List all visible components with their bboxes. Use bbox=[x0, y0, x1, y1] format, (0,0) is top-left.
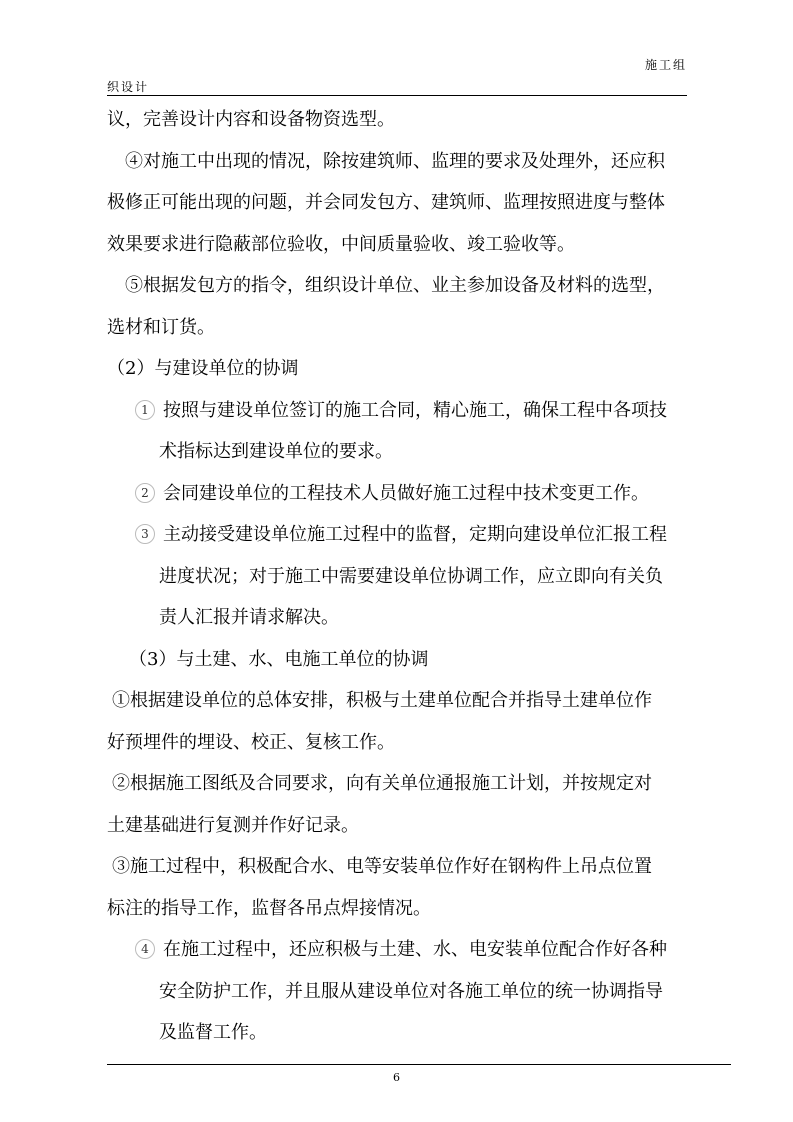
list-item bbox=[107, 473, 689, 515]
text-line: ③施工过程中，积极配合水、电等安装单位作好在钢构件上吊点位置 bbox=[112, 856, 652, 877]
list-item-text: 按照与建设单位签订的施工合同，精心施工，确保工程中各项技 bbox=[163, 399, 667, 421]
text-line: 议，完善设计内容和设备物资选型。 bbox=[107, 109, 395, 130]
text-line: 选材和订货。 bbox=[107, 316, 215, 338]
header-right-text: 施工组 bbox=[644, 58, 687, 72]
text-line: ①根据建设单位的总体安排，积极与土建单位配合并指导土建单位作 bbox=[112, 690, 652, 711]
list-number-badge: 3 bbox=[135, 524, 155, 544]
list-item-text: 在施工过程中，还应积极与土建、水、电安装单位配合作好各种 bbox=[163, 939, 667, 960]
text-line: 责人汇报并请求解决。 bbox=[159, 607, 339, 628]
text-line: 土建基础进行复测并作好记录。 bbox=[107, 814, 359, 836]
text-line: 效果要求进行隐蔽部位验收，中间质量验收、竣工验收等。 bbox=[107, 233, 575, 255]
section-heading-2: （2）与建设单位的协调 bbox=[107, 358, 299, 379]
page-number: 6 bbox=[393, 1071, 400, 1084]
text-line: 及监督工作。 bbox=[159, 1022, 267, 1043]
text-line: 安全防护工作，并且服从建设单位对各施工单位的统一协调指导 bbox=[159, 980, 663, 1002]
list-number-badge: 2 bbox=[135, 483, 155, 503]
list-item-text: 主动接受建设单位施工过程中的监督，定期向建设单位汇报工程 bbox=[163, 524, 667, 545]
list-item bbox=[107, 929, 689, 971]
header-left-text: 织设计 bbox=[107, 80, 150, 94]
text-line: 术指标达到建设单位的要求。 bbox=[159, 441, 393, 462]
header-rule bbox=[107, 95, 687, 96]
footer-rule bbox=[107, 1064, 731, 1065]
text-line: ②根据施工图纸及合同要求，向有关单位通报施工计划，并按规定对 bbox=[112, 773, 652, 794]
text-line: 好预埋件的埋设、校正、复核工作。 bbox=[107, 731, 395, 753]
text-line: 标注的指导工作，监督各吊点焊接情况。 bbox=[107, 897, 431, 919]
body-text bbox=[107, 99, 689, 1054]
text-line: 进度状况；对于施工中需要建设单位协调工作，应立即向有关负 bbox=[159, 565, 663, 587]
section-heading-3: （3）与土建、水、电施工单位的协调 bbox=[129, 648, 429, 670]
list-item-text: 会同建设单位的工程技术人员做好施工过程中技术变更工作。 bbox=[163, 482, 649, 504]
text-line: 极修正可能出现的问题，并会同发包方、建筑师、监理按照进度与整体 bbox=[107, 192, 665, 213]
list-item bbox=[107, 514, 689, 556]
list-number-badge: 1 bbox=[135, 400, 155, 420]
text-line: ④对施工中出现的情况，除按建筑师、监理的要求及处理外，还应积 bbox=[125, 150, 665, 172]
list-item bbox=[107, 390, 689, 432]
text-line: ⑤根据发包方的指令，组织设计单位、业主参加设备及材料的选型， bbox=[125, 275, 665, 296]
list-number-badge: 4 bbox=[135, 939, 155, 959]
